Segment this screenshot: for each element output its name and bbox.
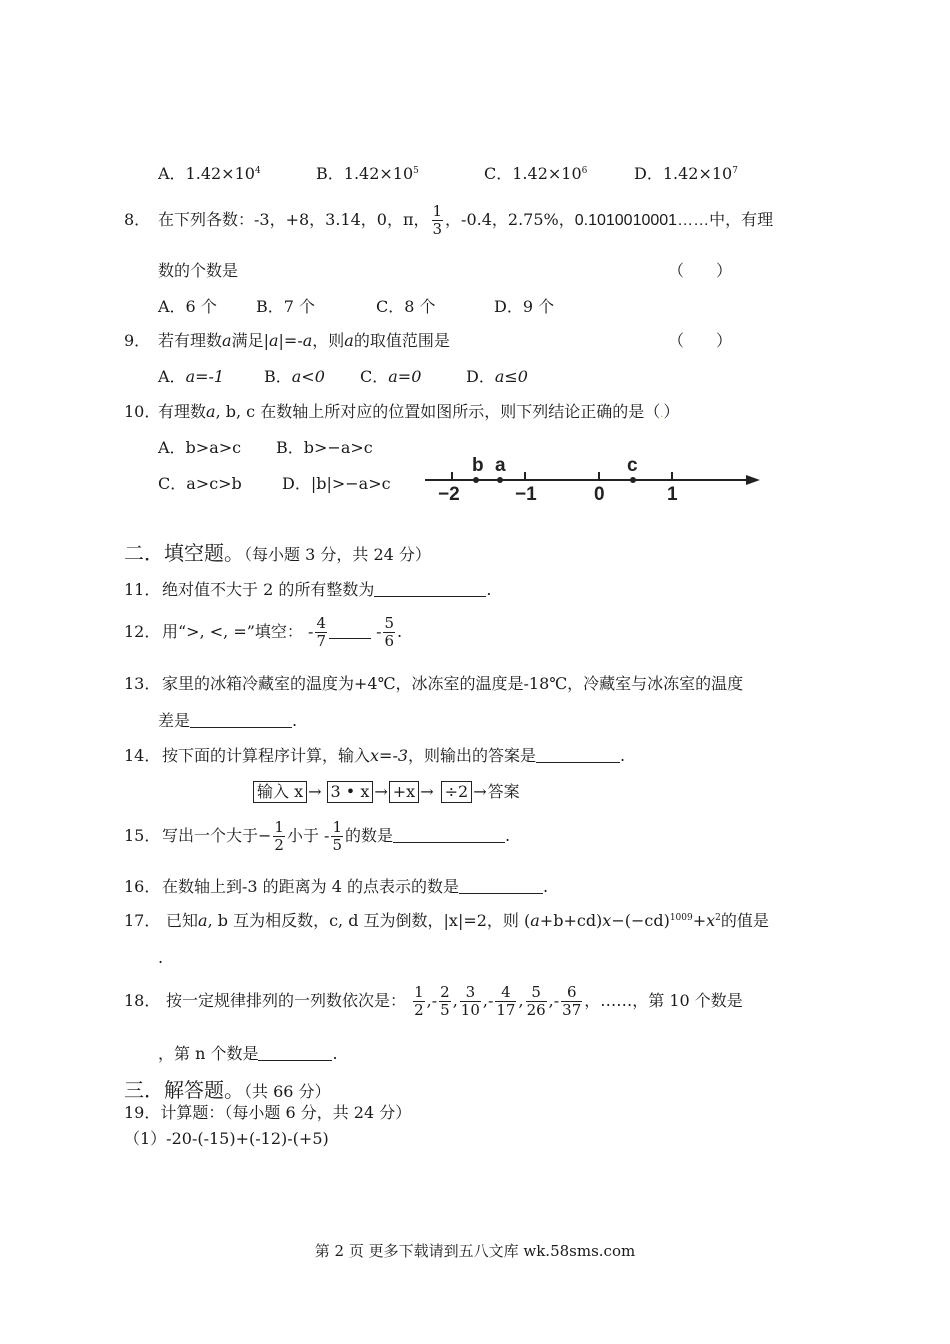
q13-line1: 13． 家里的冰箱冷藏室的温度为+4℃，冰冻室的温度是-18℃，冷藏室与冰冻室的温度 (124, 674, 744, 693)
q7-option-b: B．$1.42\times 10^5$ (316, 164, 419, 183)
q10-opt-d: D．|b|>−a>c (282, 474, 391, 493)
q7-option-a: A．$1.42\times 10^4$ (158, 164, 261, 183)
tick-label-neg2: −2 (438, 484, 460, 505)
axis-arrow-icon (746, 475, 760, 485)
q10-opt-c: C．a>c>b (158, 474, 242, 493)
q8-line1: 8． 在下列各数：-3，+8，3.14，0，π， $\frac{1}{3}$ ，-0.4，2.75%，0.1010010001……中，有理 (124, 202, 774, 238)
q9-paren: （ ） (668, 331, 733, 350)
q18-sequence: $\frac{1}{2}$ ,- $\frac{2}{5}$ , $\frac{3}{10}$ ,- $\frac{4}{17}$ , $\frac{5}{26}$ ,- $\frac{6}{37}$ (414, 983, 582, 1019)
flow-box-add: +x (389, 781, 419, 803)
q19-title: 19．计算题：（每小题 6 分，共 24 分） (124, 1103, 412, 1122)
q16-blank[interactable] (459, 879, 543, 894)
q11-blank[interactable] (374, 582, 486, 597)
tick-label-1: 1 (667, 484, 678, 505)
arrow-right-icon: → (308, 782, 322, 801)
q18-line1: 18． 按一定规律排列的一列数依次是： $\frac{1}{2}$ ,- $\frac{2}{5}$ , $\frac{3}{10}$ ,- $\frac{4}{17}$ , $\frac{5}{26}$ ,- $\frac{6}{37}$ ，……，第 10 个数是 (124, 983, 743, 1019)
q7-option-c: C．$1.42\times 10^6$ (484, 164, 588, 183)
point-label-a: a (495, 455, 506, 476)
q7-option-d: D．$1.42\times 10^7$ (634, 164, 738, 183)
q13-blank[interactable] (190, 713, 292, 728)
arrow-right-icon: → (374, 782, 388, 801)
q15-fraction-2: $\frac{1}{5}$ (332, 818, 343, 854)
q9-line1: 9． 若有理数a满足|a|=-a，则a的取值范围是 (124, 331, 450, 350)
flow-box-divide: ÷2 (441, 781, 473, 803)
q12-blank[interactable] (329, 624, 371, 639)
q12-fraction-1: $\frac{4}{7}$ (316, 614, 326, 650)
q15-fraction-1: $\frac{1}{2}$ (274, 818, 284, 854)
q14-blank[interactable] (536, 748, 620, 763)
q8-fraction: $\frac{1}{3}$ (432, 202, 443, 238)
q12: 12． 用“>, <, =”填空： - $\frac{4}{7}$ - $\frac{5}{6}$ . (124, 614, 403, 650)
q19-sub1: （1）-20-(-15)+(-12)-(+5) (124, 1129, 329, 1148)
flow-answer: 答案 (487, 782, 520, 801)
q16: 16． 在数轴上到-3 的距离为 4 的点表示的数是 . (124, 877, 549, 896)
tick-label-0: 0 (594, 484, 605, 505)
arrow-right-icon: → (420, 782, 434, 801)
q10-line1: 10．有理数a, b, c 在数轴上所对应的位置如图所示，则下列结论正确的是（.） (124, 402, 680, 421)
page-footer: 第 2 页 更多下载请到五八文库 wk.58sms.com (314, 1242, 636, 1260)
q17-line2: . (158, 948, 164, 967)
point-a (497, 477, 503, 483)
q13-line2: 差是 . (158, 711, 298, 730)
section3-heading: 三．解答题。（共 66 分） (124, 1078, 331, 1102)
q12-fraction-2: $\frac{5}{6}$ (384, 614, 395, 650)
point-b (473, 477, 479, 483)
q18-line2: ，第 n 个数是 . (158, 1044, 338, 1063)
section2-heading: 二．填空题。（每小题 3 分，共 24 分） (124, 541, 431, 565)
flow-box-multiply: 3 • x (327, 781, 374, 803)
point-label-c: c (627, 455, 638, 476)
q14: 14． 按下面的计算程序计算，输入x=-3，则输出的答案是 . (124, 746, 626, 765)
q8-line2: 数的个数是 (158, 261, 239, 280)
flow-box-input: 输入 x (253, 781, 307, 803)
q8-paren: （ ） (668, 261, 733, 280)
q14-flowchart (253, 781, 520, 803)
point-c (630, 477, 636, 483)
q10-opt-a: A．b>a>c (158, 438, 242, 457)
number-line-figure (420, 450, 770, 510)
q15-blank[interactable] (393, 828, 505, 843)
q11: 11． 绝对值不大于 2 的所有整数为 . (124, 580, 492, 599)
q18-blank[interactable] (258, 1046, 332, 1061)
arrow-right-icon: → (473, 782, 487, 801)
q15: 15． 写出一个大于− $\frac{1}{2}$ 小于 - $\frac{1}{5}$ 的数是 . (124, 818, 511, 854)
q10-opt-b: B．b>−a>c (276, 438, 373, 457)
point-label-b: b (472, 455, 484, 476)
q17-line1: 17． 已知a, b 互为相反数，c, d 互为倒数，|x|=2，则 $(a+b+cd)x-(-cd)^{1009}+x^2$的值是 (124, 911, 769, 930)
tick-label-neg1: −1 (515, 484, 537, 505)
